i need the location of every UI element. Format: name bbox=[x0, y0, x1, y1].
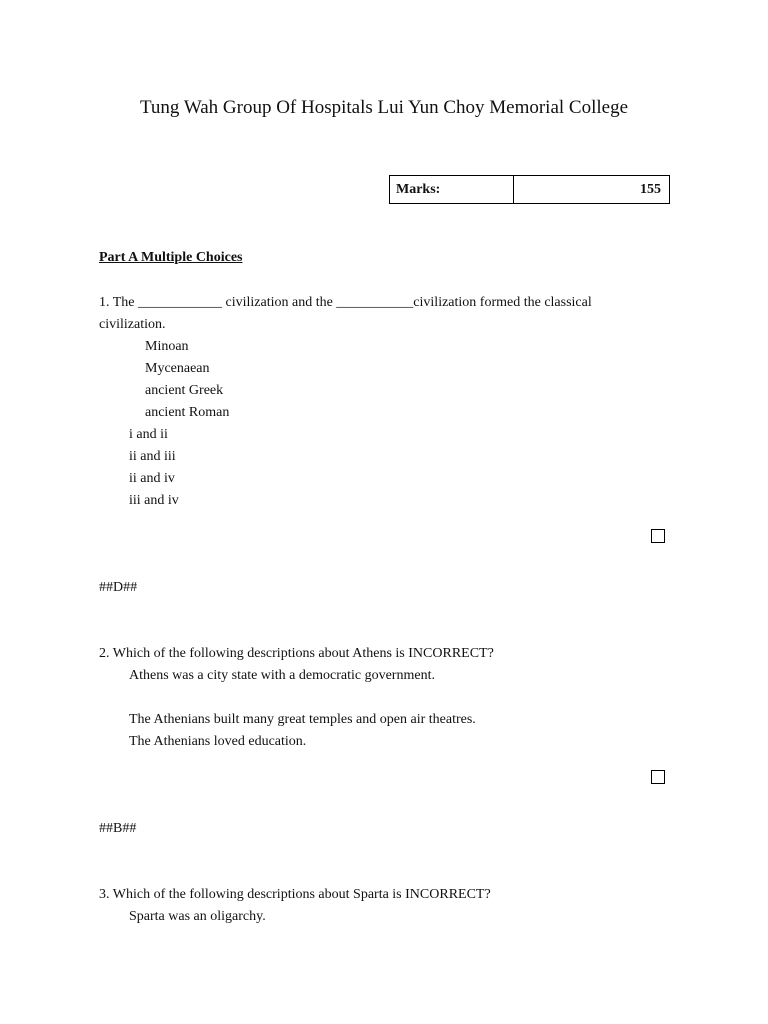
q1-option-d: iii and iv bbox=[129, 493, 179, 508]
marks-value: 155 bbox=[640, 182, 661, 197]
q2-option-c: The Athenians loved education. bbox=[129, 734, 307, 749]
q1-item: Minoan bbox=[145, 339, 189, 354]
q3-option-a: Sparta was an oligarchy. bbox=[129, 909, 266, 924]
q2-option-b: The Athenians built many great temples and open air theatres. bbox=[129, 712, 476, 727]
q1-answer: ##D## bbox=[99, 580, 138, 595]
q1-option-a: i and ii bbox=[129, 427, 168, 442]
school-title: Tung Wah Group Of Hospitals Lui Yun Choy Memorial College bbox=[139, 97, 629, 118]
q1-stem-line1: 1. The ____________ civilization and the ___________civilization formed the classical bbox=[99, 295, 592, 310]
q1-answer-checkbox[interactable] bbox=[651, 529, 665, 543]
q3-stem: 3. Which of the following descriptions about Sparta is INCORRECT? bbox=[99, 887, 491, 902]
q2-answer: ##B## bbox=[99, 821, 137, 836]
section-heading: Part A Multiple Choices bbox=[99, 250, 243, 265]
q1-stem-line2: civilization. bbox=[99, 317, 166, 332]
q2-stem: 2. Which of the following descriptions about Athens is INCORRECT? bbox=[99, 646, 494, 661]
q2-answer-checkbox[interactable] bbox=[651, 770, 665, 784]
q1-item: Mycenaean bbox=[145, 361, 210, 376]
q1-item: ancient Roman bbox=[145, 405, 230, 420]
q1-option-c: ii and iv bbox=[129, 471, 175, 486]
marks-label: Marks: bbox=[390, 176, 514, 203]
q1-item: ancient Greek bbox=[145, 383, 224, 398]
q1-option-b: ii and iii bbox=[129, 449, 176, 464]
marks-box bbox=[389, 175, 670, 204]
q2-option-a: Athens was a city state with a democratic government. bbox=[129, 668, 435, 683]
